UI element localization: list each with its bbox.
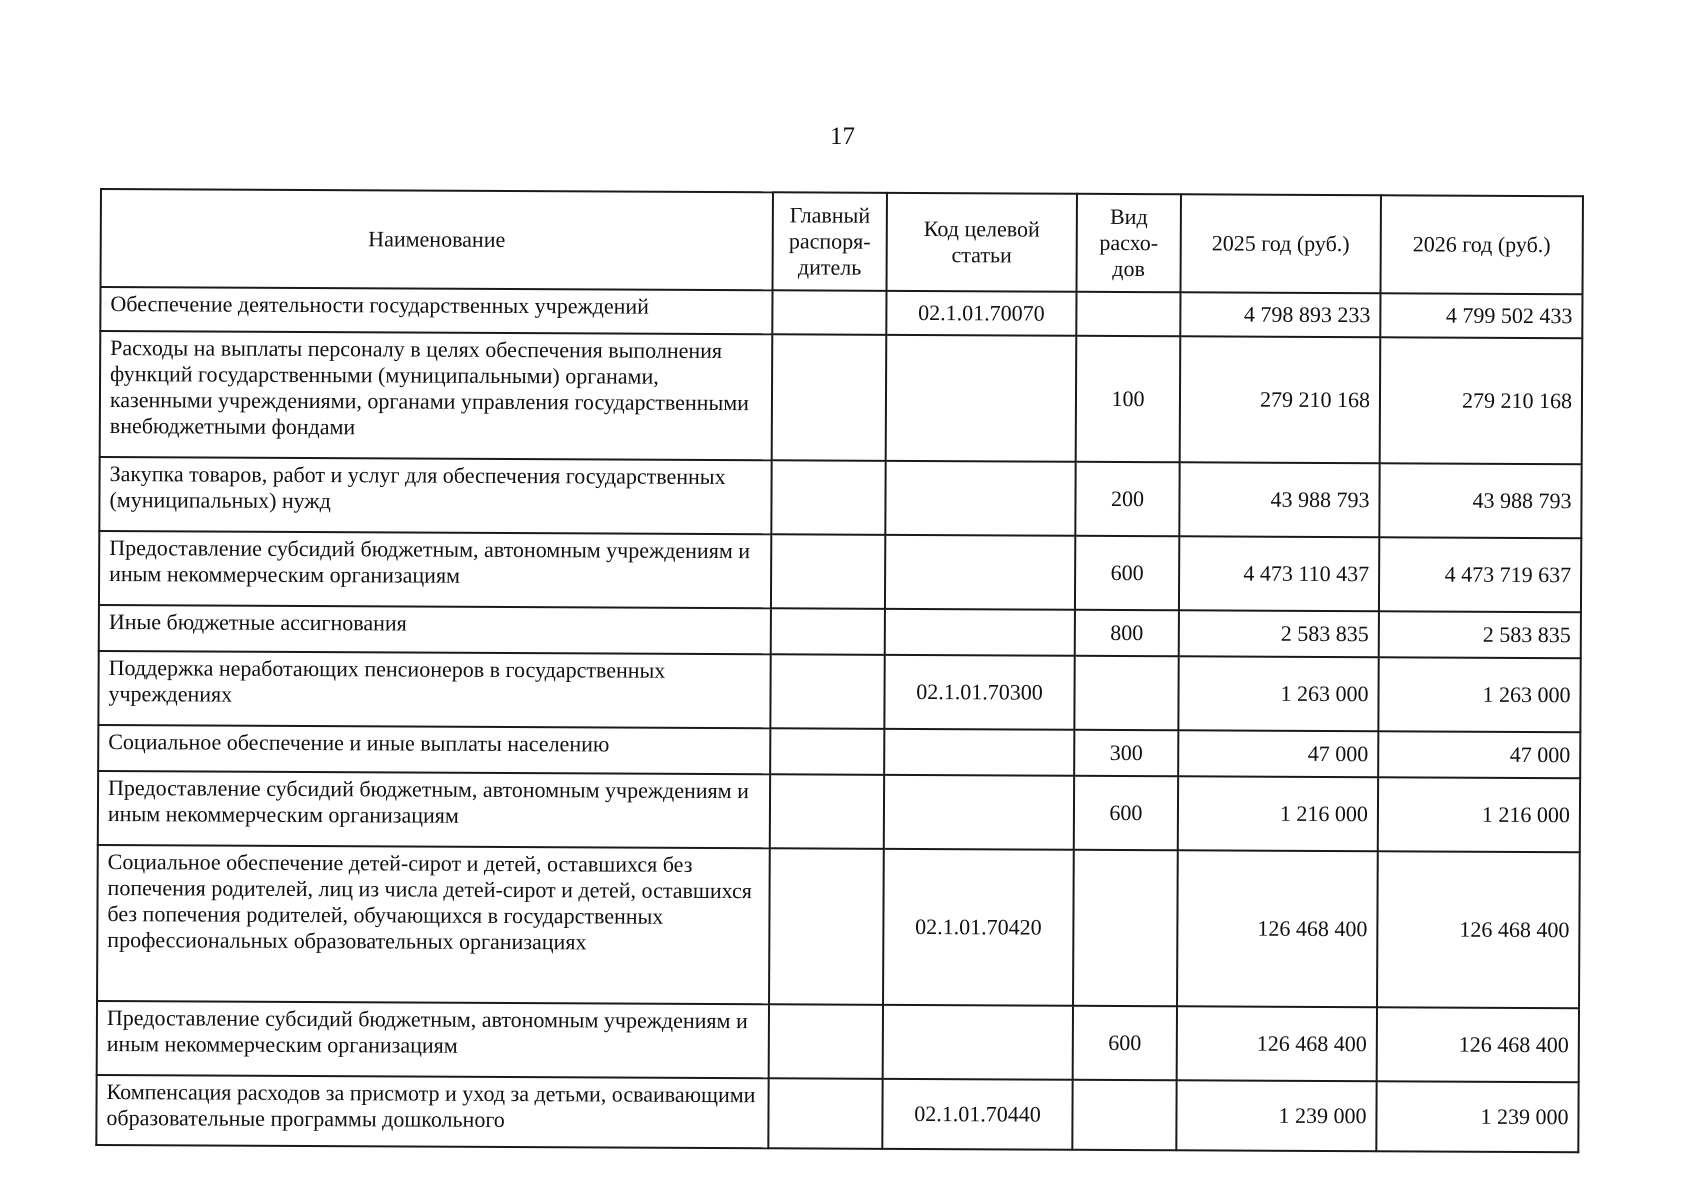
row-kind: 200: [1075, 462, 1179, 537]
row-name: Социальное обеспечение и иные выплаты населению: [98, 725, 770, 774]
row-2026: 1 263 000: [1378, 657, 1580, 732]
column-header-admin: Главный распоря-дитель: [773, 192, 887, 291]
table-row: [99, 457, 1581, 538]
row-name: Социальное обеспечение детей-сирот и детей, оставшихся без попечения родителей, лиц из числа детей-сирот и детей, оставшихся без попечения родителей, обучающихся в государственных профессиональных образовательных организациях: [97, 845, 770, 1004]
row-name: Расходы на выплаты персоналу в целях обеспечения выполнения функций государственными (муниципальными) органами, казенными учреждениями, органами управления государственными внебюджетными фондами: [100, 331, 773, 460]
row-admin: [769, 1004, 883, 1079]
row-name: Предоставление субсидий бюджетным, автономным учреждениям и иным некоммерческим организациям: [98, 771, 770, 848]
row-code: [884, 775, 1074, 850]
row-2026: 4 799 502 433: [1380, 293, 1582, 338]
column-header-code: Код целевой статьи: [887, 193, 1077, 292]
row-kind: 300: [1074, 730, 1178, 777]
table-row: [99, 605, 1581, 658]
row-admin: [771, 460, 885, 535]
column-header-name: Наименование: [101, 189, 773, 290]
row-code: [883, 1005, 1073, 1080]
row-2026: 43 988 793: [1379, 463, 1581, 538]
row-admin: [772, 334, 887, 461]
row-kind: [1073, 850, 1178, 1007]
row-admin: [770, 654, 884, 729]
row-kind: 600: [1075, 536, 1179, 611]
row-2025: 4 473 110 437: [1179, 536, 1379, 611]
row-admin: [770, 774, 884, 849]
row-code: 02.1.01.70440: [882, 1079, 1072, 1150]
row-name: Иные бюджетные ассигнования: [99, 605, 771, 654]
row-code: [885, 535, 1075, 610]
row-name: Компенсация расходов за присмотр и уход за детьми, осваивающими образовательные программы дошкольного: [96, 1075, 768, 1148]
row-name: Закупка товаров, работ и услуг для обеспечения государственных (муниципальных) нужд: [99, 457, 771, 534]
table-row: [100, 287, 1582, 338]
row-code: 02.1.01.70420: [883, 849, 1074, 1006]
row-2026: 47 000: [1378, 731, 1580, 778]
budget-table: [95, 188, 1584, 1153]
row-code: [885, 609, 1075, 656]
row-2025: 126 468 400: [1177, 850, 1378, 1007]
row-2025: 2 583 835: [1179, 610, 1379, 657]
row-2025: 47 000: [1178, 730, 1378, 777]
table-row: [97, 845, 1580, 1008]
row-2026: 126 468 400: [1377, 851, 1580, 1008]
table-row: [96, 1075, 1578, 1152]
row-2026: 1 216 000: [1378, 777, 1580, 852]
row-name: Предоставление субсидий бюджетным, автономным учреждениям и иным некоммерческим организациям: [97, 1001, 769, 1078]
row-name: Предоставление субсидий бюджетным, автономным учреждениям и иным некоммерческим организациям: [99, 531, 771, 608]
row-code: 02.1.01.70300: [884, 655, 1074, 730]
column-header-2026: 2026 год (руб.): [1381, 195, 1583, 294]
table-row: [98, 725, 1580, 778]
row-admin: [771, 608, 885, 655]
row-2025: 1 263 000: [1178, 656, 1378, 731]
row-admin: [769, 848, 884, 1005]
row-2025: 126 468 400: [1177, 1006, 1377, 1081]
table-header-row: [101, 189, 1583, 294]
row-2025: 1 239 000: [1176, 1080, 1376, 1151]
row-kind: [1076, 292, 1180, 337]
column-header-kind: Вид расхо-дов: [1077, 194, 1181, 293]
table-row: [97, 1001, 1579, 1082]
row-2025: 43 988 793: [1179, 462, 1379, 537]
row-kind: 600: [1073, 1006, 1177, 1081]
row-2025: 1 216 000: [1178, 776, 1378, 851]
row-2026: 4 473 719 637: [1379, 537, 1581, 612]
page-number: 17: [830, 123, 855, 150]
row-kind: [1074, 656, 1178, 731]
table-row: [100, 331, 1583, 464]
row-admin: [768, 1078, 882, 1149]
row-2026: 1 239 000: [1376, 1081, 1578, 1152]
row-kind: [1072, 1080, 1176, 1151]
row-code: [886, 335, 1077, 462]
row-kind: 100: [1076, 336, 1181, 463]
row-kind: 600: [1074, 776, 1178, 851]
column-header-2025: 2025 год (руб.): [1181, 194, 1381, 293]
row-2026: 126 468 400: [1377, 1007, 1579, 1082]
row-name: Поддержка неработающих пенсионеров в государственных учреждениях: [98, 651, 770, 728]
table-row: [99, 531, 1581, 612]
table-row: [98, 771, 1580, 852]
row-admin: [770, 728, 884, 775]
row-admin: [771, 534, 885, 609]
row-code: [884, 729, 1074, 776]
row-2025: 4 798 893 233: [1180, 292, 1380, 337]
row-kind: 800: [1075, 610, 1179, 657]
table-row: [98, 651, 1580, 732]
row-2026: 2 583 835: [1379, 611, 1581, 658]
row-code: [885, 461, 1075, 536]
row-2025: 279 210 168: [1180, 336, 1381, 463]
row-admin: [772, 290, 886, 335]
row-code: 02.1.01.70070: [886, 291, 1076, 336]
row-name: Обеспечение деятельности государственных учреждений: [100, 287, 772, 334]
row-2026: 279 210 168: [1380, 337, 1583, 464]
